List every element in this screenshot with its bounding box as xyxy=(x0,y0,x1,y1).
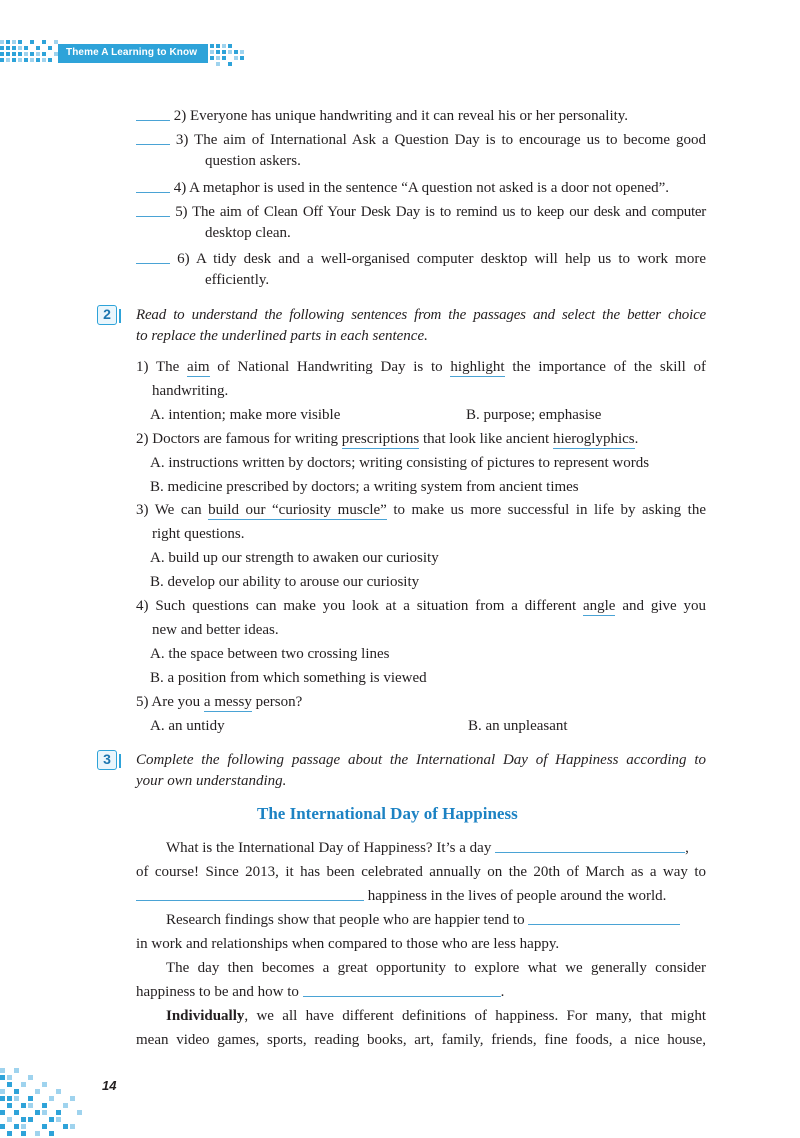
tf-item-4: 4) A metaphor is used in the sentence “A question not asked is a door not opened”. xyxy=(136,178,669,198)
option-2a[interactable]: A. instructions written by doctors; writing consisting of pictures to represent words xyxy=(150,455,650,471)
tf-item-3: 3) The aim of International Ask a Question Day is to encourage us to become good xyxy=(136,130,706,150)
tf-item-6: 6) A tidy desk and a well-organised computer desktop will help us to work more xyxy=(136,249,706,269)
answer-blank[interactable] xyxy=(136,179,170,193)
question-1-cont: handwriting. xyxy=(152,383,229,399)
option-5a[interactable]: A. an untidy xyxy=(150,718,225,734)
tf-item-6-cont: efficiently. xyxy=(205,272,270,288)
option-5b[interactable]: B. an unpleasant xyxy=(468,718,568,734)
passage-p1-line2: of course! Since 2013, it has been celebrated annually on the 20th of March as a way to xyxy=(136,864,706,880)
answer-blank[interactable] xyxy=(136,131,170,145)
passage-p2-line2: in work and relationships when compared to those who are less happy. xyxy=(136,936,560,952)
option-4a[interactable]: A. the space between two crossing lines xyxy=(150,646,390,662)
option-3a[interactable]: A. build up our strength to awaken our curiosity xyxy=(150,550,439,566)
passage-p3-line2: happiness to be and how to . xyxy=(136,984,505,1000)
underlined-phrase: build our “curiosity muscle” xyxy=(208,502,387,518)
section-3-instruction-cont: your own understanding. xyxy=(136,773,287,789)
question-2: 2) Doctors are famous for writing prescriptions that look like ancient hieroglyphics. xyxy=(136,431,639,447)
section-3-instruction: Complete the following passage about the International Day of Happiness according to xyxy=(136,752,706,768)
question-5: 5) Are you a messy person? xyxy=(136,694,303,710)
tf-item-2: 2) Everyone has unique handwriting and it can reveal his or her personality. xyxy=(136,106,628,126)
option-1b[interactable]: B. purpose; emphasise xyxy=(466,407,602,423)
passage-p3-line1: The day then becomes a great opportunity to explore what we generally consider xyxy=(166,960,706,976)
underlined-word: highlight xyxy=(450,359,505,375)
underlined-word: angle xyxy=(582,598,616,614)
fill-blank-2[interactable] xyxy=(136,887,364,901)
answer-blank[interactable] xyxy=(136,107,170,121)
passage-p2-line1: Research findings show that people who are happier tend to xyxy=(166,910,680,930)
question-3: 3) We can build our “curiosity muscle” to make us more successful in life by asking the xyxy=(136,502,706,518)
section-2-badge: 2 xyxy=(97,305,117,325)
theme-header: Theme A Learning to Know xyxy=(66,47,198,58)
page-number: 14 xyxy=(102,1078,117,1093)
fill-blank-4[interactable] xyxy=(303,983,501,997)
option-4b[interactable]: B. a position from which something is viewed xyxy=(150,670,427,686)
question-3-cont: right questions. xyxy=(152,526,245,542)
passage-p1-line3: happiness in the lives of people around the world. xyxy=(136,886,666,906)
answer-blank[interactable] xyxy=(136,250,170,264)
tf-item-5-cont: desktop clean. xyxy=(205,225,291,241)
section-2-instruction-cont: to replace the underlined parts in each sentence. xyxy=(136,328,428,344)
option-1a[interactable]: A. intention; make more visible xyxy=(150,407,341,423)
answer-blank[interactable] xyxy=(136,203,170,217)
fill-blank-3[interactable] xyxy=(528,911,680,925)
footer-pixel-decoration xyxy=(0,1068,100,1138)
underlined-word: aim xyxy=(187,359,210,375)
question-4: 4) Such questions can make you look at a situation from a different angle and give you xyxy=(136,598,706,614)
underlined-word: hieroglyphics xyxy=(552,431,635,447)
tf-item-3-cont: question askers. xyxy=(205,153,301,169)
passage-title: The International Day of Happiness xyxy=(257,804,518,823)
fill-blank-1[interactable] xyxy=(495,839,685,853)
option-3b[interactable]: B. develop our ability to arouse our curiosity xyxy=(150,574,420,590)
underlined-word: prescriptions xyxy=(341,431,420,447)
tf-item-5: 5) The aim of Clean Off Your Desk Day is to remind us to keep our desk and computer xyxy=(136,202,706,222)
section-2-instruction: Read to understand the following sentences from the passages and select the better choice xyxy=(136,307,706,323)
section-3-badge: 3 xyxy=(97,750,117,770)
underlined-word: a messy xyxy=(203,694,252,710)
passage-p1-line1: What is the International Day of Happiness? It’s a day , xyxy=(166,840,689,856)
option-2b[interactable]: B. medicine prescribed by doctors; a writing system from ancient times xyxy=(150,479,579,495)
question-4-cont: new and better ideas. xyxy=(152,622,279,638)
passage-p4-line2: mean video games, sports, reading books, art, family, friends, fine foods, a nice house, xyxy=(136,1032,706,1048)
passage-p4-line1: Individually, we all have different definitions of happiness. For many, that might xyxy=(166,1008,706,1024)
question-1: 1) The aim of National Handwriting Day is to highlight the importance of the skill of xyxy=(136,359,707,375)
